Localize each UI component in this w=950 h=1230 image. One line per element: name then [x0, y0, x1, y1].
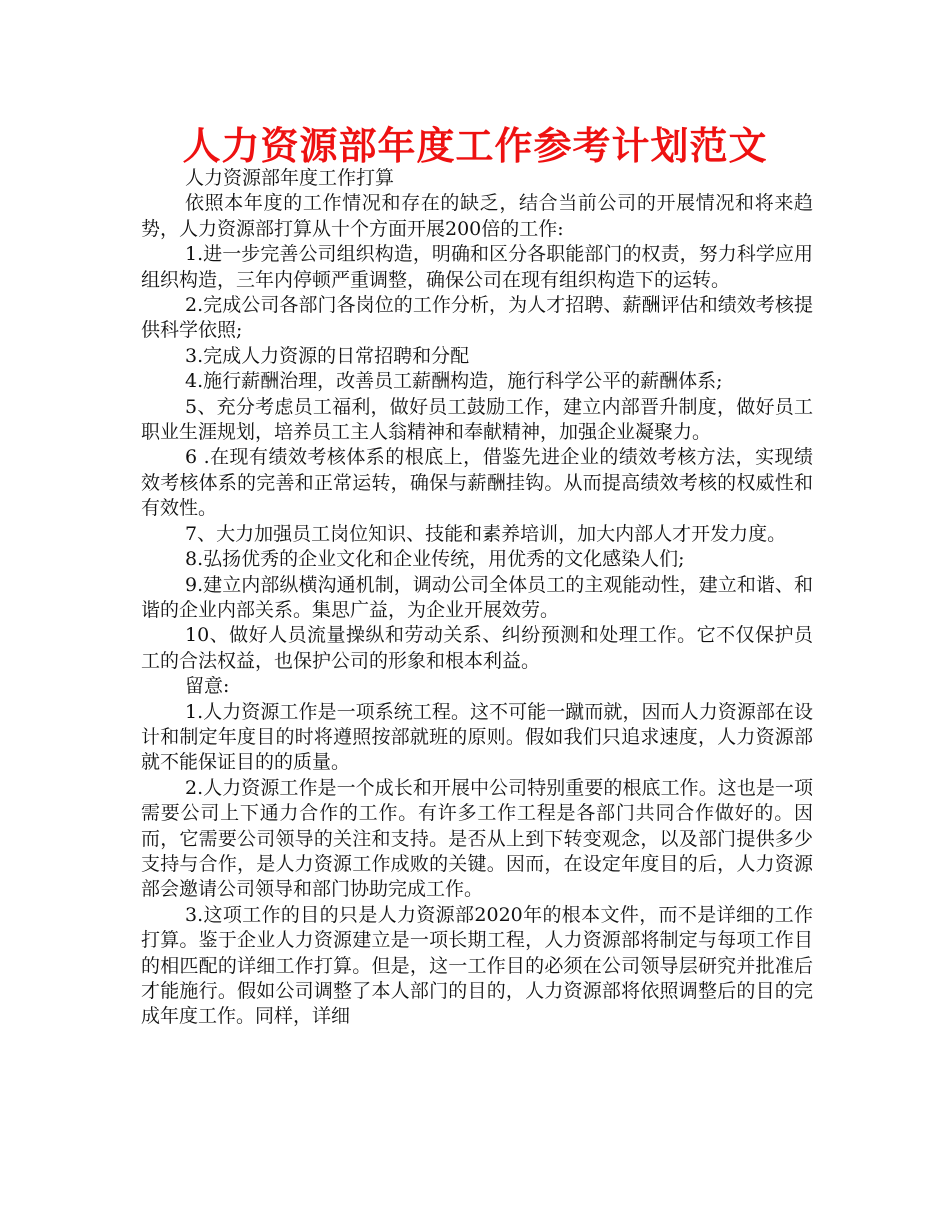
- paragraph-note-3: 3.这项工作的目的只是人力资源部2020年的根本文件，而不是详细的工作打算。鉴于企业人力资源建立是一项长期工程，人力资源部将制定与每项工作目的相匹配的详细工作打算。但是，这一工作目的必须在公司领导层研究并批准后才能施行。假如公司调整了本人部门的目的，人力资源部将依照调整后的目的完成年度工作。同样，详细: [141, 903, 813, 1028]
- paragraph-item-4: 4.施行薪酬治理，改善员工薪酬构造，施行科学公平的薪酬体系;: [185, 370, 723, 393]
- paragraph-item-9: 9.建立内部纵横沟通机制，调动公司全体员工的主观能动性，建立和谐、和谐的企业内部关系。集思广益，为企业开展效劳。: [141, 573, 813, 621]
- paragraph-item-8: 8.弘扬优秀的企业文化和企业传统，用优秀的文化感染人们;: [185, 548, 685, 571]
- paragraph-item-3: 3.完成人力资源的日常招聘和分配: [185, 344, 470, 367]
- paragraph-heading: 人力资源部年度工作打算: [185, 167, 395, 189]
- paragraph-intro: 依照本年度的工作情况和存在的缺乏，结合当前公司的开展情况和将来趋势，人力资源部打算从十个方面开展200倍的工作:: [141, 192, 813, 240]
- document-title: 人力资源部年度工作参考计划范文: [182, 124, 768, 168]
- paragraph-note-1: 1.人力资源工作是一项系统工程。这不可能一蹴而就，因而人力资源部在设计和制定年度目的时将遵照按部就班的原则。假如我们只追求速度，人力资源部就不能保证目的的质量。: [141, 700, 813, 774]
- document-body: [141, 166, 813, 1030]
- paragraph-item-1: 1.进一步完善公司组织构造，明确和区分各职能部门的权责，努力科学应用组织构造，三年内停顿严重调整，确保公司在现有组织构造下的运转。: [141, 243, 813, 291]
- paragraph-note-heading: 留意:: [185, 675, 230, 698]
- paragraph-note-2: 2.人力资源工作是一个成长和开展中公司特别重要的根底工作。这也是一项需要公司上下通力合作的工作。有许多工作工程是各部门共同合作做好的。因而，它需要公司领导的关注和支持。是否从上到下转变观念，以及部门提供多少支持与合作，是人力资源工作成败的关键。因而，在设定年度目的后，人力资源部会邀请公司领导和部门协助完成工作。: [141, 776, 813, 901]
- paragraph-item-7: 7、大力加强员工岗位知识、技能和素养培训，加大内部人才开发力度。: [185, 522, 787, 545]
- paragraph-item-5: 5、充分考虑员工福利，做好员工鼓励工作，建立内部晋升制度，做好员工职业生涯规划，培养员工主人翁精神和奉献精神，加强企业凝聚力。: [141, 395, 813, 444]
- paragraph-item-6: 6 .在现有绩效考核体系的根底上，借鉴先进企业的绩效考核方法，实现绩效考核体系的完善和正常运转，确保与薪酬挂钩。从而提高绩效考核的权威性和有效性。: [141, 446, 813, 520]
- paragraph-item-2: 2.完成公司各部门各岗位的工作分析，为人才招聘、薪酬评估和绩效考核提供科学依照;: [141, 294, 813, 342]
- paragraph-item-10: 10、做好人员流量操纵和劳动关系、纠纷预测和处理工作。它不仅保护员工的合法权益，也保护公司的形象和根本利益。: [141, 624, 813, 672]
